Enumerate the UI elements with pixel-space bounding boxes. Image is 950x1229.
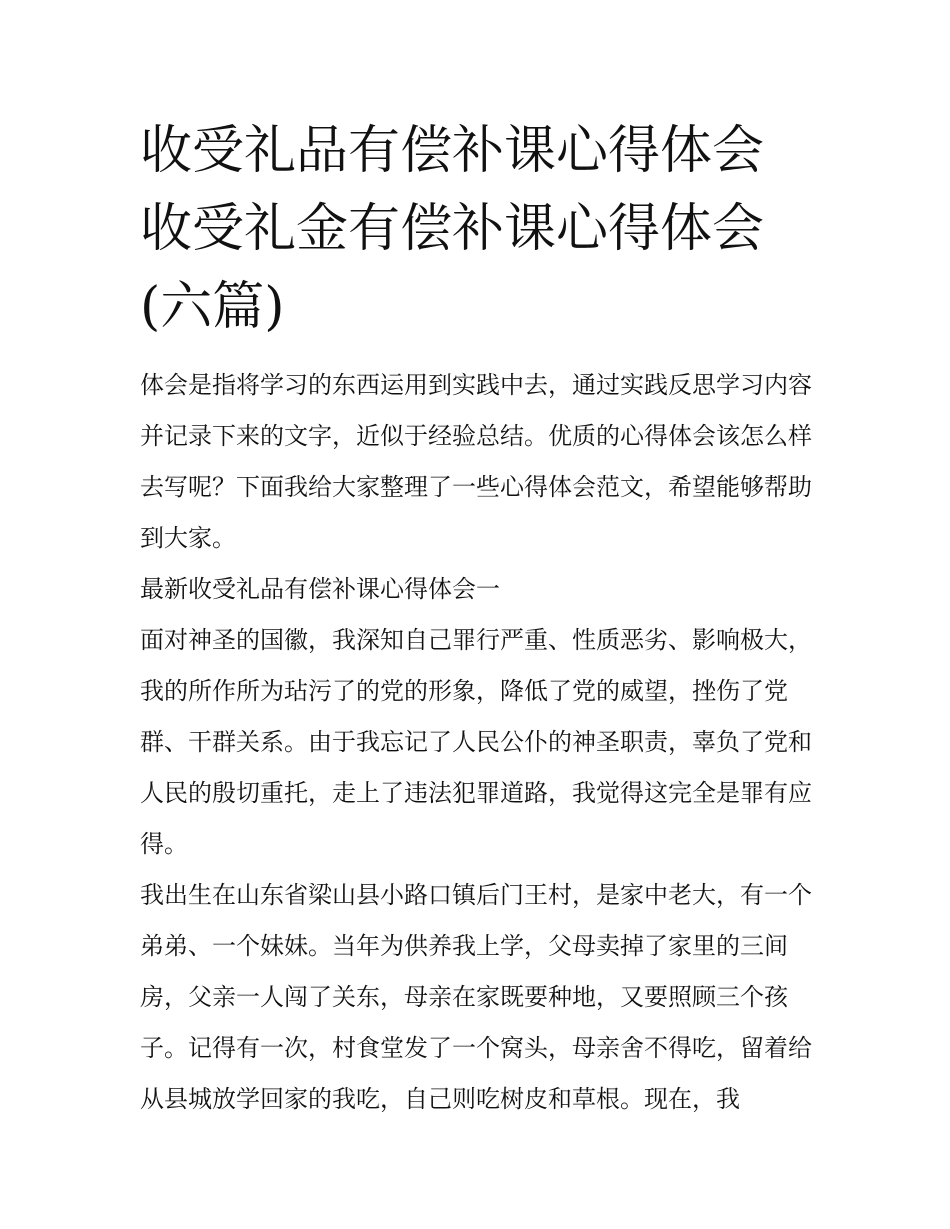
body-paragraph-2: 我出生在山东省梁山县小路口镇后门王村，是家中老大，有一个弟弟、一个妹妹。当年为供养我上学，父母卖掉了家里的三间房，父亲一人闯了关东，母亲在家既要种地，又要照顾三个孩子。记得有一次，村食堂发了一个窝头，母亲舍不得吃，留着给从县城放学回家的我吃，自己则吃树皮和草根。现在，我	[140, 881, 812, 1113]
body-paragraph-1: 面对神圣的国徽，我深知自己罪行严重、性质恶劣、影响极大，我的所作所为玷污了的党的形象，降低了党的威望，挫伤了党群、干群关系。由于我忘记了人民公仆的神圣职责，辜负了党和人民的殷切重托，走上了违法犯罪道路，我觉得这完全是罪有应得。	[140, 626, 812, 858]
section-heading: 最新收受礼品有偿补课心得体会一	[140, 575, 500, 603]
document-title: 收受礼品有偿补课心得体会 收受礼金有偿补课心得体会(六篇)	[140, 121, 765, 337]
intro-paragraph: 体会是指将学习的东西运用到实践中去，通过实践反思学习内容并记录下来的文字，近似于经验总结。优质的心得体会该怎么样去写呢？下面我给大家整理了一些心得体会范文，希望能够帮助到大家。	[140, 371, 812, 552]
document-content	[140, 112, 812, 1125]
document-body	[140, 360, 812, 1125]
